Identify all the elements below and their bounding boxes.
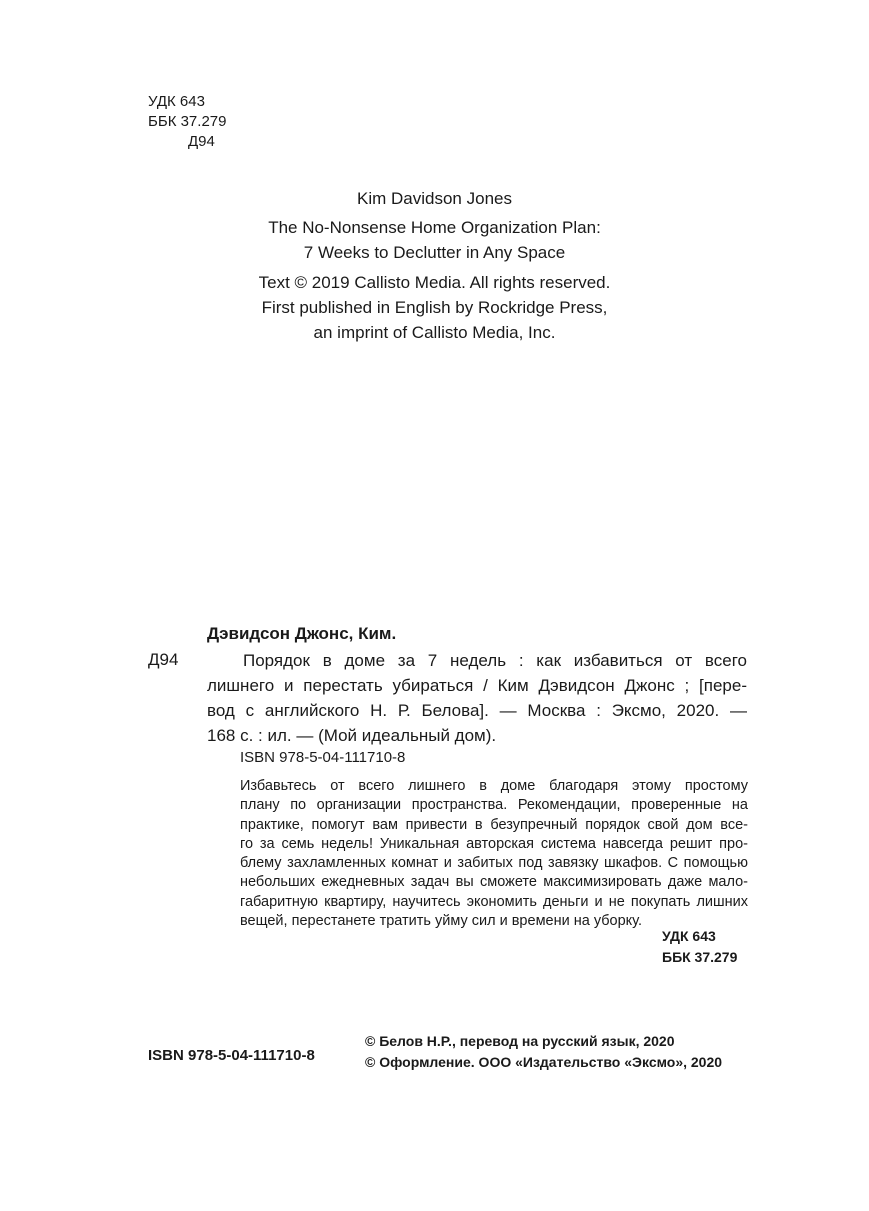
original-rights <box>0 270 869 345</box>
copyright-line: © Оформление. ООО «Издательство «Эксмо», 2020 <box>365 1054 723 1070</box>
catalog-author: Дэвидсон Джонс, Ким. <box>207 624 397 643</box>
annotation-line: практике, помогут вам привести в безупречный порядок свой дом все- <box>240 816 748 833</box>
catalog-isbn: ISBN 978-5-04-111710-8 <box>240 749 406 766</box>
original-author: Kim Davidson Jones <box>357 189 512 208</box>
original-title-line: The No-Nonsense Home Organization Plan: <box>268 218 601 237</box>
description-line: лишнего и перестать убираться / Ким Дэвидсон Джонс ; [пере- <box>207 676 747 695</box>
rights-line: an imprint of Callisto Media, Inc. <box>313 323 556 342</box>
catalog-author-mark: Д94 <box>148 650 179 669</box>
bbk-code: ББК 37.279 <box>662 949 738 965</box>
description-line: 168 с. : ил. — (Мой идеальный дом). <box>207 726 497 745</box>
copyright-block <box>365 1031 722 1073</box>
bbk-code: ББК 37.279 <box>148 113 227 130</box>
classification-top <box>148 92 226 152</box>
annotation-line: плану по организации пространства. Рекомендации, проверенные на <box>240 797 748 814</box>
annotation-line: Избавьтесь от всего лишнего в доме благодаря этому простому <box>240 778 748 794</box>
author-mark: Д94 <box>188 133 215 150</box>
description-line: Порядок в доме за 7 недель : как избавиться от всего <box>243 651 747 670</box>
annotation-line: небольших ежедневных задач вы сможете максимизировать даже мало- <box>240 874 748 891</box>
footer-isbn: ISBN 978-5-04-111710-8 <box>148 1047 315 1064</box>
annotation <box>240 777 748 931</box>
classification-bottom <box>662 926 737 968</box>
copyright-line: © Белов Н.Р., перевод на русский язык, 2020 <box>365 1033 675 1049</box>
annotation-line: го за семь недель! Уникальная авторская система навсегда решит про- <box>240 835 748 852</box>
rights-line: Text © 2019 Callisto Media. All rights reserved. <box>258 273 611 292</box>
original-title-line: 7 Weeks to Declutter in Any Space <box>303 243 566 262</box>
rights-line: First published in English by Rockridge Press, <box>261 298 608 317</box>
original-title <box>0 215 869 265</box>
catalog-description <box>207 648 747 748</box>
description-line: вод с английского Н. Р. Белова]. — Москва : Эксмо, 2020. — <box>207 701 747 720</box>
annotation-line: блему захламленных комнат и забитых под завязку шкафов. С помощью <box>240 855 748 872</box>
udk-code: УДК 643 <box>662 928 716 944</box>
udk-code: УДК 643 <box>148 93 205 110</box>
annotation-line: габаритную квартиру, научитесь экономить деньги и не покупать лишних <box>240 893 748 910</box>
annotation-line: вещей, перестанете тратить уйму сил и времени на уборку. <box>240 913 643 930</box>
